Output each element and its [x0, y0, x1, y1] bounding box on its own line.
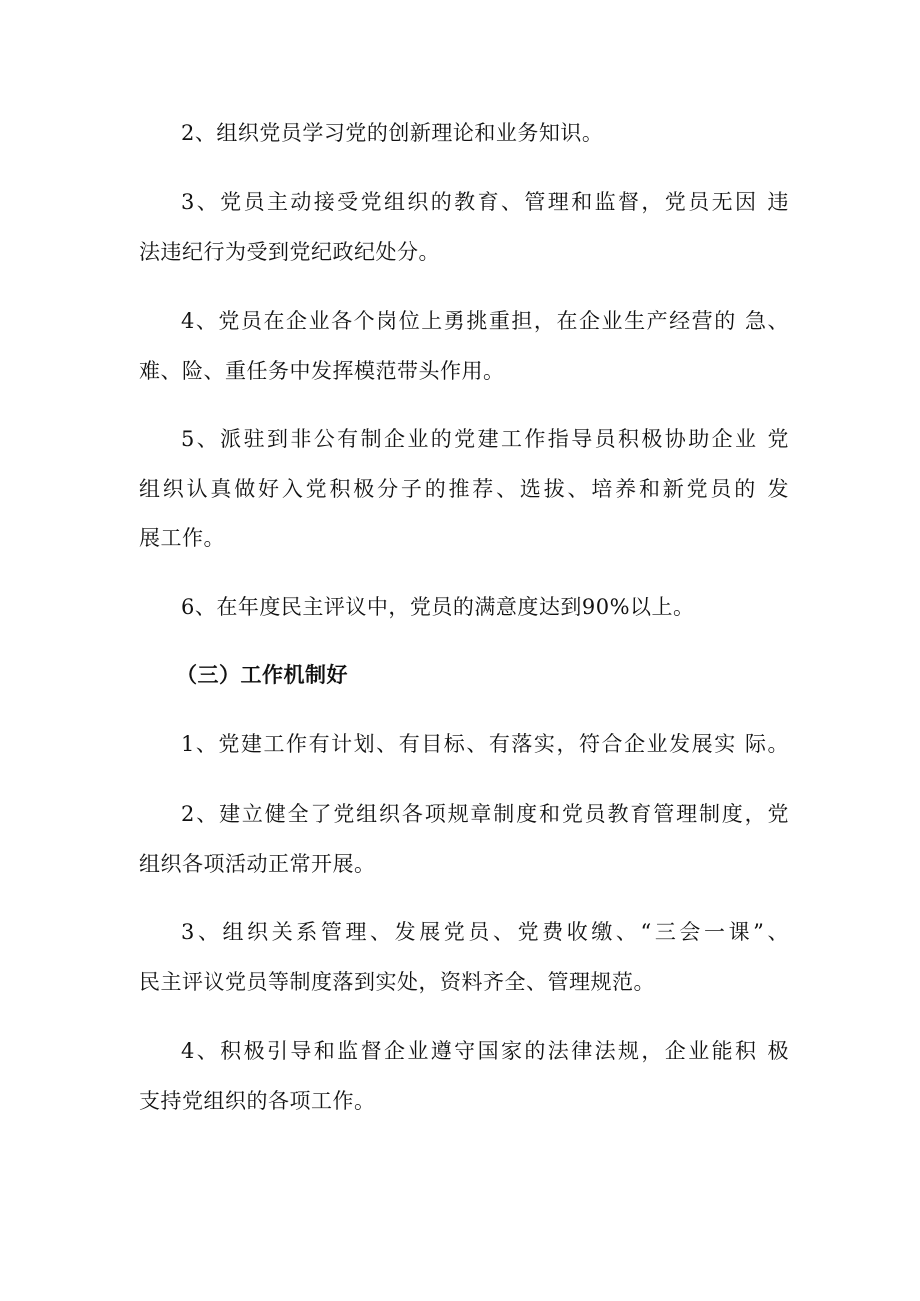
paragraph-p2-line-2: 法违纪行为受到党纪政纪处分。: [139, 240, 440, 264]
paragraph-p3-line-2: 难、险、重任务中发挥模范带头作用。: [139, 359, 505, 383]
paragraph-p1-line-1: 2、组织党员学习党的创新理论和业务知识。: [181, 121, 604, 145]
paragraph-p4-line-1: 5、派驻到非公有制企业的党建工作指导员积极协助企业 党: [181, 427, 789, 451]
paragraph-p6-line-1: 1、党建工作有计划、有目标、有落实，符合企业发展实 际。: [181, 732, 789, 756]
paragraph-p4-line-3: 展工作。: [139, 526, 225, 550]
paragraph-p5-line-1: 6、在年度民主评议中，党员的满意度达到90%以上。: [181, 595, 695, 619]
paragraph-p7-line-2: 组织各项活动正常开展。: [139, 852, 376, 876]
paragraph-p9-line-2: 支持党组织的各项工作。: [139, 1089, 376, 1113]
section-heading: （三）工作机制好: [176, 662, 348, 687]
paragraph-p2-line-1: 3、党员主动接受党组织的教育、管理和监督，党员无因 违: [181, 190, 789, 214]
paragraph-p4-line-2: 组织认真做好入党积极分子的推荐、选拔、培养和新党员的 发: [139, 477, 789, 501]
paragraph-p8-line-1: 3、组织关系管理、发展党员、党费收缴、“三会一课”、: [181, 920, 789, 944]
paragraph-p3-line-1: 4、党员在企业各个岗位上勇挑重担，在企业生产经营的 急、: [181, 309, 789, 333]
paragraph-p8-line-2: 民主评议党员等制度落到实处，资料齐全、管理规范。: [139, 970, 655, 994]
paragraph-p7-line-1: 2、建立健全了党组织各项规章制度和党员教育管理制度，党: [181, 802, 789, 826]
paragraph-p9-line-1: 4、积极引导和监督企业遵守国家的法律法规，企业能积 极: [181, 1039, 789, 1063]
